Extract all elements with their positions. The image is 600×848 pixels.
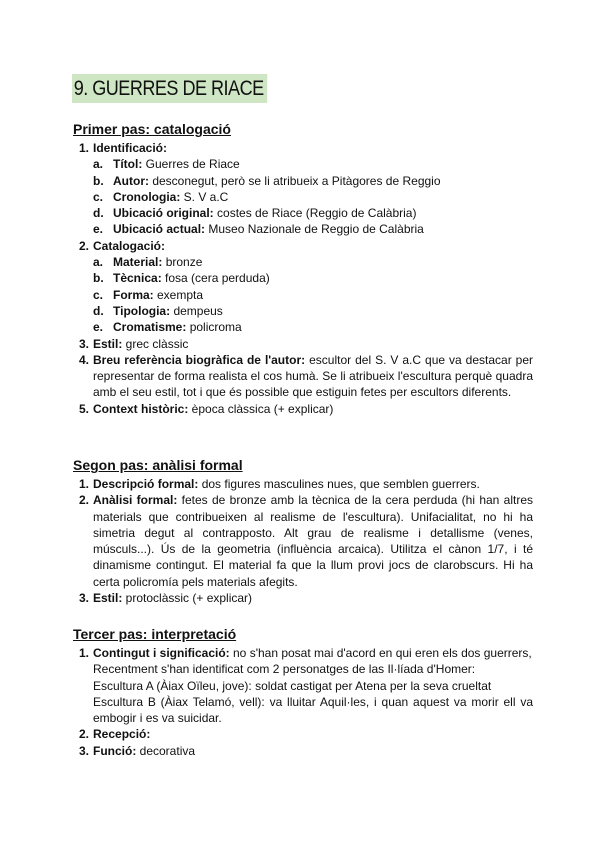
item-value: dos figures masculines nues, que semblen guerrers.	[198, 477, 480, 491]
document-title: 9. GUERRES DE RIACE	[72, 74, 267, 103]
item-label: Recepció:	[93, 727, 151, 742]
sub-value: S. V a.C	[180, 189, 229, 204]
sub-list	[93, 254, 533, 335]
sub-value: bronze	[162, 255, 203, 270]
sub-label: Cromatisme:	[113, 320, 187, 335]
list-item	[73, 492, 533, 590]
item-label: Estil:	[93, 591, 123, 606]
sub-label: Tipologia:	[113, 303, 171, 318]
item-line: Escultura A (Àiax Oïleu, jove): soldat castigat per Atena per la seva crueltat	[93, 678, 492, 693]
item-value: protoclàssic (+ explicar)	[122, 591, 253, 606]
item-line: Recentment s'han identificat com 2 personatges de las Il·líada d'Homer:	[93, 662, 476, 677]
item-number: 1.	[79, 646, 90, 660]
list-item	[73, 352, 533, 401]
item-number: 1.	[79, 141, 90, 155]
sub-letter: a.	[93, 157, 104, 172]
list-item	[73, 238, 533, 336]
item-value: decorativa	[136, 743, 196, 758]
list-item	[73, 743, 533, 759]
item-number: 2.	[79, 727, 90, 742]
sub-letter: b.	[93, 173, 104, 188]
sub-letter: e.	[93, 222, 104, 237]
sub-label: Cronologia:	[113, 189, 181, 204]
sub-item	[93, 303, 533, 319]
list-item	[73, 476, 533, 492]
item-number: 3.	[79, 743, 90, 758]
sub-letter: a.	[93, 255, 104, 270]
sub-list	[93, 156, 533, 237]
list-item	[73, 336, 533, 352]
sub-item	[93, 254, 533, 270]
list-item	[73, 590, 533, 606]
item-label: Estil:	[93, 336, 123, 351]
sub-letter: d.	[93, 206, 104, 221]
item-value: fetes de bronze amb la tècnica de la cera perduda (hi han altres materials que contribueixen al realisme de l'escultura). Unifacialitat, no hi ha simetria degut al contrapposto. Alt grau de realisme i detallisme (venes, músculs...). Ús de la geometria (influència arcaica). Utilitza el cànon 1/7, i té dinamisme contingut. El material fa que la llum provi jocs de clarobscurs. Hi ha certa policromía pels materials afegits.	[93, 493, 533, 589]
sub-label: Material:	[113, 255, 163, 270]
sub-label: Forma:	[113, 287, 154, 302]
analysis-list	[73, 476, 533, 606]
item-number: 2.	[79, 493, 90, 508]
sub-item	[93, 189, 533, 205]
sub-letter: d.	[93, 303, 104, 318]
list-item	[73, 140, 533, 238]
item-number: 3.	[79, 336, 90, 351]
list-item	[73, 726, 533, 742]
section-catalogacio	[73, 121, 533, 417]
item-label: Funció:	[93, 743, 137, 758]
item-number: 3.	[79, 591, 90, 606]
sub-label: Títol:	[113, 157, 143, 172]
item-number: 1.	[79, 477, 90, 491]
sub-item	[93, 205, 533, 221]
item-label: Contingut i significació:	[93, 646, 230, 660]
item-value: escultor del S. V a.C que va destacar per representar de forma realista el cos humà. Se li atribueix l'escultura perquè quadra amb el seu estil, tot i que és possible que estiguin fetes per escultors diferents.	[93, 352, 534, 400]
section-heading: Tercer pas: interpretació	[73, 626, 237, 642]
item-value: grec clàssic	[122, 336, 189, 351]
item-label: Breu referència biogràfica de l'autor:	[93, 352, 306, 367]
item-number: 4.	[79, 352, 90, 367]
sub-label: Ubicació actual:	[113, 222, 206, 237]
section-interpretacio	[73, 626, 533, 759]
sub-value: exempta	[153, 287, 204, 302]
sub-label: Autor:	[113, 173, 149, 188]
item-value: època clàssica (+ explicar)	[188, 401, 334, 416]
sub-value: fosa (cera perduda)	[161, 271, 270, 286]
sub-value: policroma	[186, 320, 242, 335]
sub-item	[93, 221, 533, 237]
item-label: Catalogació:	[93, 238, 166, 253]
sub-item	[93, 173, 533, 189]
section-heading: Segon pas: anàlisi formal	[73, 457, 243, 473]
catalog-list	[73, 140, 533, 417]
sub-value: Museo Nazionale de Reggio de Calàbria	[205, 222, 424, 237]
item-number: 5.	[79, 401, 90, 416]
item-number: 2.	[79, 238, 90, 253]
sub-value: Guerres de Riace	[142, 157, 240, 172]
section-analisi-formal	[73, 457, 533, 606]
sub-item	[93, 156, 533, 172]
section-heading: Primer pas: catalogació	[73, 121, 231, 137]
sub-value: costes de Riace (Reggio de Calàbria)	[213, 206, 417, 221]
sub-letter: e.	[93, 320, 104, 335]
sub-label: Ubicació original:	[113, 206, 214, 221]
interpretation-list	[73, 645, 533, 759]
list-item	[73, 401, 533, 417]
item-label: Anàlisi formal:	[93, 493, 178, 508]
sub-letter: c.	[93, 287, 104, 302]
item-value: no s'han posat mai d'acord en qui eren els dos guerrers,	[229, 646, 532, 660]
item-label: Descripció formal:	[93, 477, 199, 491]
list-item	[73, 645, 533, 726]
sub-letter: c.	[93, 189, 104, 204]
sub-item	[93, 287, 533, 303]
sub-item	[93, 270, 533, 286]
sub-item	[93, 319, 533, 335]
sub-label: Tècnica:	[113, 271, 162, 286]
item-label: Identificació:	[93, 141, 168, 155]
sub-letter: b.	[93, 271, 104, 286]
sub-value: desconegut, però se li atribueix a Pitàgores de Reggio	[149, 173, 441, 188]
item-label: Context històric:	[93, 401, 189, 416]
sub-value: dempeus	[170, 303, 223, 318]
item-line: Escultura B (Àiax Telamó, vell): va lluitar Aquil·les, i quan aquest va morir ell va embogir i es va suicidar.	[93, 694, 533, 726]
